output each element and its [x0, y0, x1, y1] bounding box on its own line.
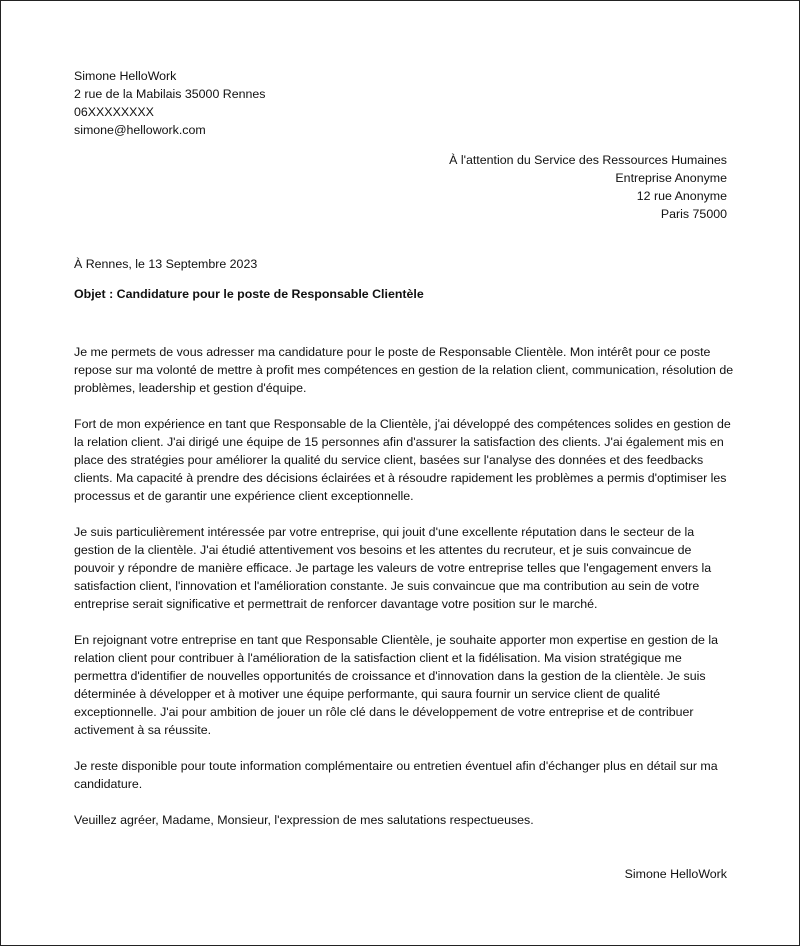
body-paragraph-availability: Je reste disponible pour toute information complémentaire ou entretien éventuel afin d'échanger plus en détail sur ma candidature. — [74, 759, 718, 791]
body-paragraph-motivation: Je suis particulièrement intéressée par votre entreprise, qui jouit d'une excellente réputation dans le secteur de la gestion de la clientèle. J'ai étudié attentivement vos besoins et les attentes du recruteur, et je suis convaincue de pouvoir y répondre de manière efficace. Je partage les valeurs de votre entreprise telles que l'engagement envers la satisfaction client, l'innovation et l'amélioration constante. Je suis convaincue que ma contribution au sein de votre entreprise serait significative et permettrait de renforcer davantage votre position sur le marché. — [74, 525, 712, 611]
recipient-company: Entreprise Anonyme — [615, 171, 727, 185]
sender-name: Simone HelloWork — [74, 69, 177, 83]
letter-subject: Objet : Candidature pour le poste de Responsable Clientèle — [74, 287, 424, 301]
signature: Simone HelloWork — [624, 867, 727, 881]
sender-address: 2 rue de la Mabilais 35000 Rennes — [74, 87, 266, 101]
body-paragraph-closing: Veuillez agréer, Madame, Monsieur, l'expression de mes salutations respectueuses. — [74, 813, 534, 827]
letter-body — [74, 343, 734, 847]
sender-block — [74, 67, 266, 139]
body-paragraph-intro: Je me permets de vous adresser ma candidature pour le poste de Responsable Clientèle. Mon intérêt pour ce poste repose sur ma volonté de mettre à profit mes compétences en gestion de la relation client, communication, résolution de problèmes, leadership et gestion d'équipe. — [74, 345, 734, 395]
recipient-attention: À l'attention du Service des Ressources Humaines — [449, 153, 727, 167]
sender-email: simone@hellowork.com — [74, 123, 206, 137]
body-paragraph-contribution: En rejoignant votre entreprise en tant que Responsable Clientèle, je souhaite apporter mon expertise en gestion de la relation client pour contribuer à l'amélioration de la satisfaction client et la fidélisation. Ma vision stratégique me permettra d'identifier de nouvelles opportunités de croissance et d'innovation dans la gestion de la clientèle. Je suis déterminée à développer et à motiver une équipe performante, qui saura fournir un service client de qualité exceptionnelle. J'ai pour ambition de jouer un rôle clé dans le développement de votre entreprise et de contribuer activement à sa réussite. — [74, 633, 719, 737]
recipient-block — [449, 151, 727, 223]
recipient-street: 12 rue Anonyme — [636, 189, 727, 203]
recipient-city: Paris 75000 — [660, 207, 727, 221]
letter-date: À Rennes, le 13 Septembre 2023 — [74, 257, 258, 271]
sender-phone: 06XXXXXXXX — [74, 105, 154, 119]
body-paragraph-experience: Fort de mon expérience en tant que Responsable de la Clientèle, j'ai développé des compétences solides en gestion de la relation client. J'ai dirigé une équipe de 15 personnes afin d'assurer la satisfaction des clients. J'ai également mis en place des stratégies pour améliorer la qualité du service client, basées sur l'analyse des données et des feedbacks clients. Ma capacité à prendre des décisions éclairées et à résoudre rapidement les problèmes a permis d'optimiser les processus et de garantir une expérience client exceptionnelle. — [74, 417, 731, 503]
